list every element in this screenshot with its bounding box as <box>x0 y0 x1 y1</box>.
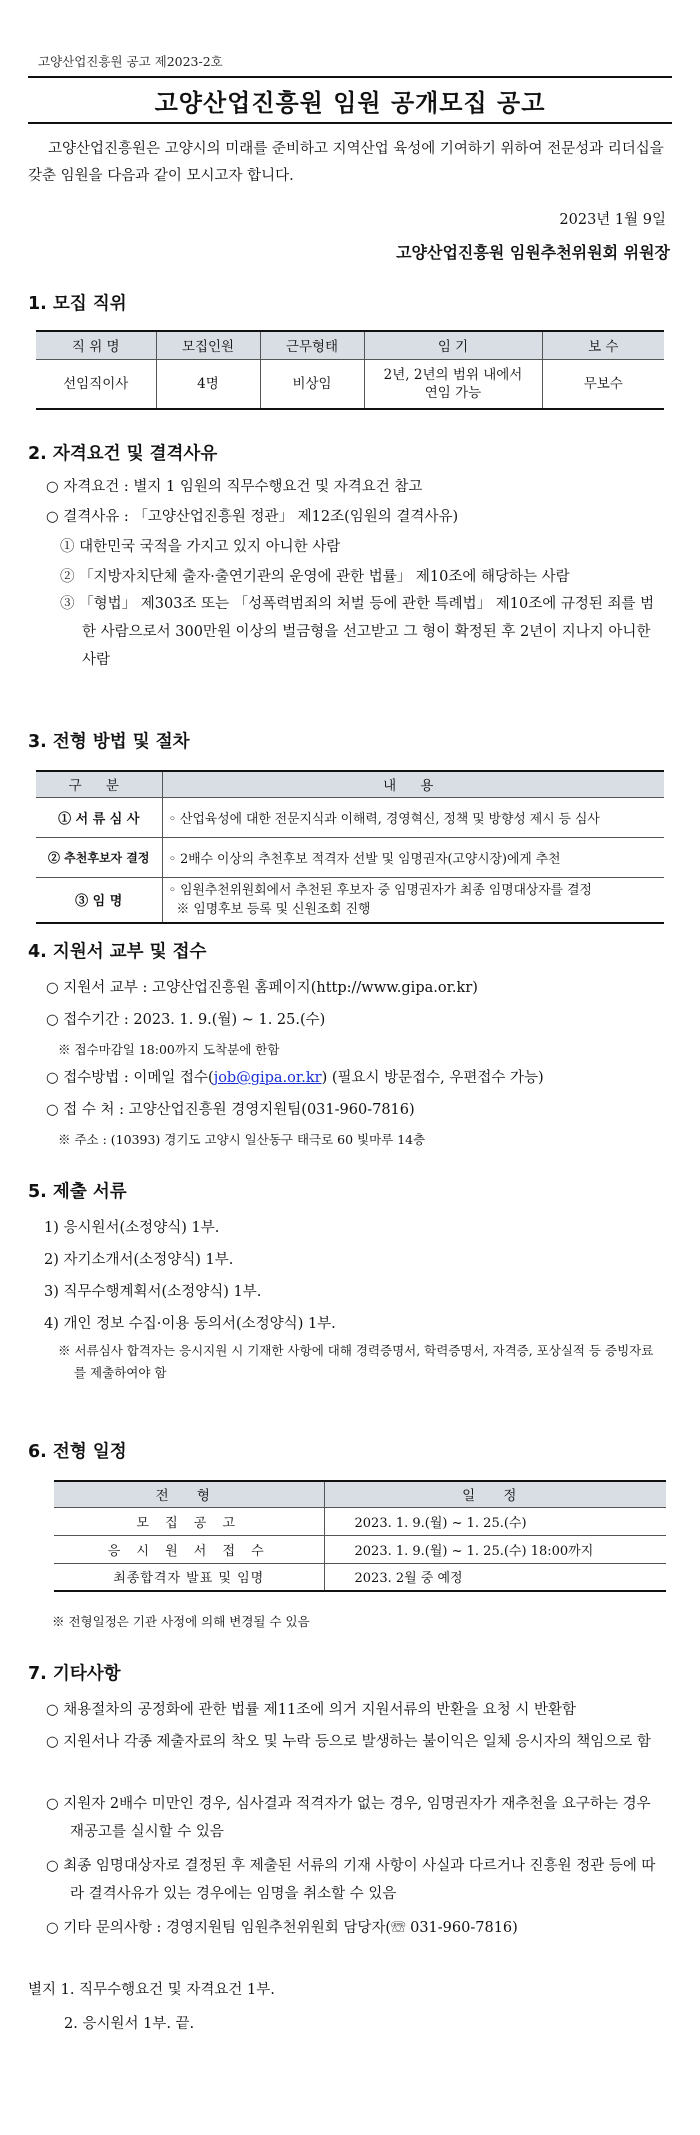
schedule-note: ※ 전형일정은 기관 사정에 의해 변경될 수 있음 <box>52 1614 310 1629</box>
disqualification-sub: ③ 「형법」 제303조 또는 「성폭력범죄의 처벌 등에 관한 특례법」 제10조에 규정된 죄를 범한 사람으로서 300만원 이상의 벌금형을 선고받고 그 형이 확정된 후 2년이 지나지 아니한 사람 <box>60 596 655 668</box>
attachment-item: 별지 1. 직무수행요건 및 자격요건 1부. <box>28 1982 275 1998</box>
table-header-row <box>36 331 664 359</box>
period-note: ※ 접수마감일 18:00까지 도착분에 한함 <box>58 1042 280 1057</box>
table-row <box>36 837 664 877</box>
attachment-item: 2. 응시원서 1부. 끝. <box>64 2016 195 2032</box>
method-suffix: ) (필요시 방문접수, 우편접수 가능) <box>321 1070 544 1086</box>
header-cell: 보 수 <box>542 331 664 359</box>
table-cell: 무보수 <box>542 359 664 409</box>
header-cell: 직 위 명 <box>36 331 156 359</box>
section-1-heading: 1. 모집 직위 <box>28 294 127 314</box>
header-cell: 구 분 <box>36 771 162 797</box>
section-6-heading: 6. 전형 일정 <box>28 1442 127 1462</box>
position-table <box>36 330 664 410</box>
schedule-table <box>54 1480 666 1592</box>
schedule-stage: 모 집 공 고 <box>54 1507 324 1535</box>
section-5-heading: 5. 제출 서류 <box>28 1182 127 1202</box>
period-item: ○ 접수기간 : 2023. 1. 9.(월) ~ 1. 25.(수) <box>46 1012 326 1028</box>
table-header-row <box>36 771 664 797</box>
header-cell: 일 정 <box>324 1481 666 1507</box>
method-prefix: ○ 접수방법 : 이메일 접수( <box>46 1070 214 1086</box>
place-item: ○ 접 수 처 : 고양산업진흥원 경영지원팀(031-960-7816) <box>46 1102 415 1118</box>
email-link[interactable]: job@gipa.or.kr <box>213 1070 322 1086</box>
qualification-item: ○ 자격요건 : 별지 1 임원의 직무수행요건 및 자격요건 참고 <box>46 479 423 495</box>
disqualification-sub: ② 「지방자치단체 출자·출연기관의 운영에 관한 법률」 제10조에 해당하는 사람 <box>60 569 570 585</box>
misc-item: ○ 기타 문의사항 : 경영지원팀 임원추천위원회 담당자(☏ 031-960-7816) <box>46 1920 518 1936</box>
table-cell-label: ① 서 류 심 사 <box>36 797 162 837</box>
section-2-heading: 2. 자격요건 및 결격사유 <box>28 444 218 464</box>
misc-item: ○ 최종 임명대상자로 결정된 후 제출된 서류의 기재 사항이 사실과 다르거나 진흥원 정관 등에 따라 결격사유가 있는 경우에는 임명을 취소할 수 있음 <box>46 1858 656 1902</box>
table-cell: 선임직이사 <box>36 359 156 409</box>
table-row <box>36 797 664 837</box>
table-row <box>54 1507 666 1535</box>
disqualification-item: ○ 결격사유 : 「고양산업진흥원 정관」 제12조(임원의 결격사유) <box>46 509 459 525</box>
schedule-stage: 최종합격자 발표 및 임명 <box>54 1563 324 1591</box>
header-cell: 전 형 <box>54 1481 324 1507</box>
disqualification-sub: ① 대한민국 국적을 가지고 있지 아니한 사람 <box>60 539 341 555</box>
table-row <box>54 1535 666 1563</box>
table-cell-label: ③ 임 명 <box>36 877 162 923</box>
table-cell: ◦ 산업육성에 대한 전문지식과 이해력, 경영혁신, 정책 및 방향성 제시 등 심사 <box>162 797 664 837</box>
header-cell: 근무형태 <box>260 331 364 359</box>
table-cell: 2년, 2년의 범위 내에서 연임 가능 <box>364 359 542 409</box>
schedule-date: 2023. 1. 9.(월) ~ 1. 25.(수) 18:00까지 <box>324 1535 666 1563</box>
misc-item: ○ 지원자 2배수 미만인 경우, 심사결과 적격자가 없는 경우, 임명권자가 재추천을 요구하는 경우 재공고를 실시할 수 있음 <box>46 1796 651 1840</box>
document-number: 고양산업진흥원 공고 제2023-2호 <box>38 54 223 69</box>
table-cell <box>162 877 664 923</box>
procedure-table <box>36 770 664 924</box>
signer: 고양산업진흥원 임원추천위원회 위원장 <box>396 243 670 262</box>
documents-note: ※ 서류심사 합격자는 응시지원 시 기재한 사항에 대해 경력증명서, 학력증명서, 자격증, 포상실적 등 증빙자료를 제출하여야 함 <box>58 1343 654 1380</box>
misc-item: ○ 채용절차의 공정화에 관한 법률 제11조에 의거 지원서류의 반환을 요청 시 반환함 <box>46 1702 577 1718</box>
document-item: 1) 응시원서(소정양식) 1부. <box>44 1220 220 1236</box>
header-cell: 모집인원 <box>156 331 260 359</box>
table-row <box>36 877 664 923</box>
cell-line: ◦ 임원추천위원회에서 추천된 후보자 중 임명권자가 최종 임명대상자를 결정 <box>168 882 592 898</box>
header-cell: 내 용 <box>162 771 664 797</box>
address-note: ※ 주소 : (10393) 경기도 고양시 일산동구 태극로 60 빛마루 14층 <box>58 1132 426 1147</box>
distribution-item: ○ 지원서 교부 : 고양산업진흥원 홈페이지(http://www.gipa.or.kr) <box>46 980 478 996</box>
page-title: 고양산업진흥원 임원 공개모집 공고 <box>154 88 546 117</box>
table-row <box>36 359 664 409</box>
misc-item: ○ 지원서나 각종 제출자료의 착오 및 누락 등으로 발생하는 불이익은 일체 응시자의 책임으로 함 <box>46 1734 651 1750</box>
schedule-date: 2023. 2월 중 예정 <box>324 1563 666 1591</box>
schedule-date: 2023. 1. 9.(월) ~ 1. 25.(수) <box>324 1507 666 1535</box>
method-item <box>46 1066 544 1087</box>
table-cell-label: ② 추천후보자 결정 <box>36 837 162 877</box>
header-cell: 임 기 <box>364 331 542 359</box>
table-header-row <box>54 1481 666 1507</box>
schedule-stage: 응 시 원 서 접 수 <box>54 1535 324 1563</box>
table-cell: 비상임 <box>260 359 364 409</box>
section-7-heading: 7. 기타사항 <box>28 1664 121 1684</box>
intro-paragraph: 고양산업진흥원은 고양시의 미래를 준비하고 지역산업 육성에 기여하기 위하여 전문성과 리더십을 갖춘 임원을 다음과 같이 모시고자 합니다. <box>28 141 664 184</box>
title-bar <box>28 76 672 124</box>
section-4-heading: 4. 지원서 교부 및 접수 <box>28 942 207 962</box>
document-item: 2) 자기소개서(소정양식) 1부. <box>44 1252 234 1268</box>
cell-note: ※ 임명후보 등록 및 신원조회 진행 <box>176 901 371 917</box>
document-item: 3) 직무수행계획서(소정양식) 1부. <box>44 1284 262 1300</box>
table-cell: 4명 <box>156 359 260 409</box>
document-item: 4) 개인 정보 수집·이용 동의서(소정양식) 1부. <box>44 1316 336 1332</box>
announcement-date: 2023년 1월 9일 <box>559 212 666 228</box>
section-3-heading: 3. 전형 방법 및 절차 <box>28 732 190 752</box>
table-row <box>54 1563 666 1591</box>
table-cell: ◦ 2배수 이상의 추천후보 적격자 선발 및 임명권자(고양시장)에게 추천 <box>162 837 664 877</box>
